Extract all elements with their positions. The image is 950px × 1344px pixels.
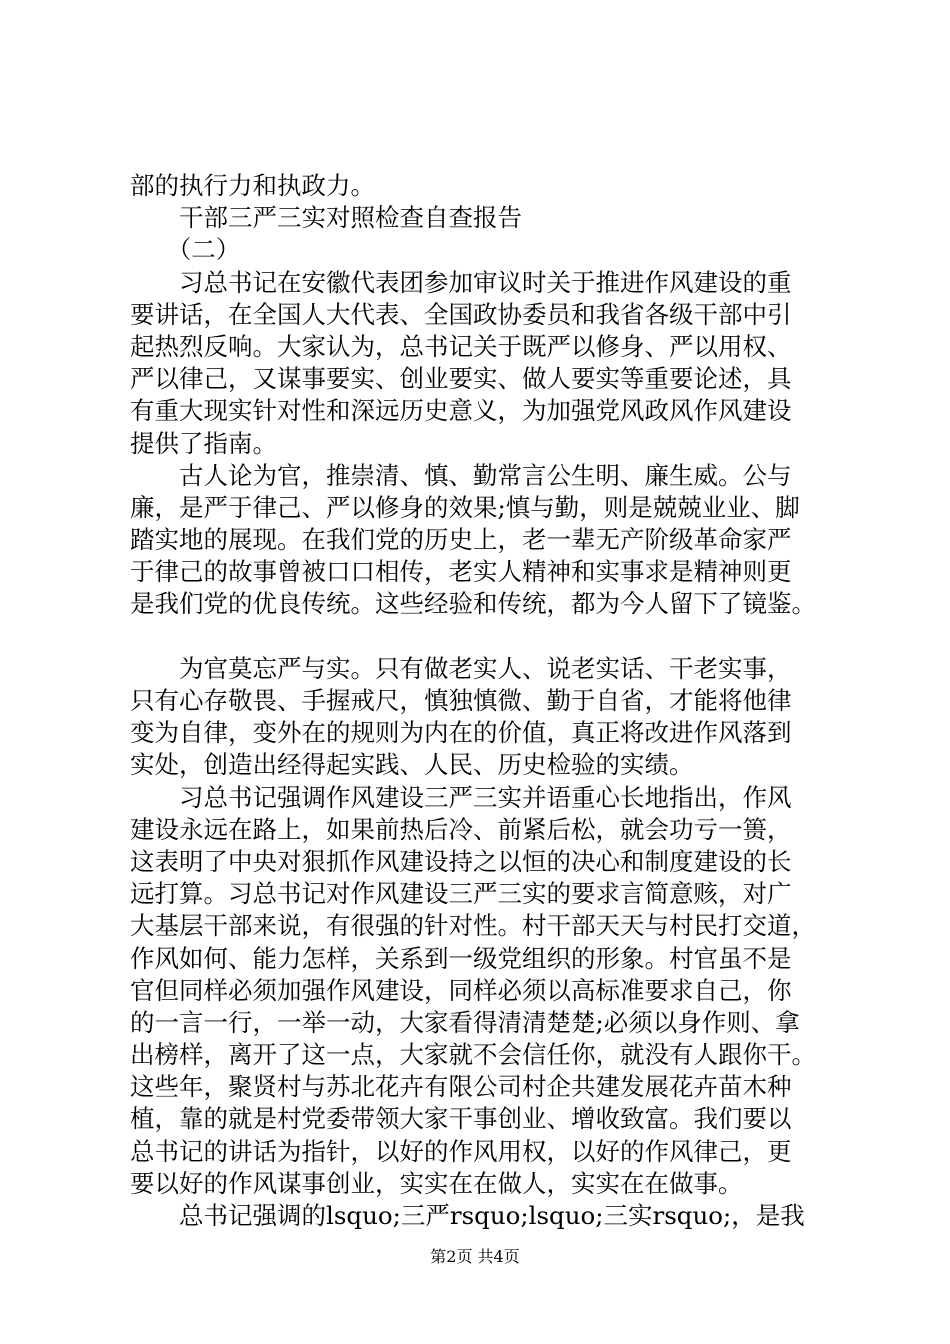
text-line: 变为自律，变外在的规则为内在的价值，真正将改进作风落到 xyxy=(130,718,792,748)
body-text xyxy=(130,170,850,1232)
text-line: 为官莫忘严与实。只有做老实人、说老实话、干老实事， xyxy=(130,653,792,683)
text-line: 干部三严三实对照检查自查报告 xyxy=(130,203,522,233)
text-line: 实处，创造出经得起实践、人民、历史检验的实绩。 xyxy=(130,750,694,780)
text-line: 大基层干部来说，有很强的针对性。村干部天天与村民打交道， xyxy=(130,911,816,941)
text-line: 起热烈反响。大家认为，总书记关于既严以修身、严以用权、 xyxy=(130,331,792,361)
text-line: 习总书记强调作风建设三严三实并语重心长地指出，作风 xyxy=(130,782,792,812)
text-line: 于律己的故事曾被口口相传，老实人精神和实事求是精神则更 xyxy=(130,557,792,587)
text-line: 是我们党的优良传统。这些经验和传统，都为今人留下了镜鉴。 xyxy=(130,589,816,619)
text-line: 有重大现实针对性和深远历史意义，为加强党风政风作风建设 xyxy=(130,396,792,426)
text-line: 古人论为官，推崇清、慎、勤常言公生明、廉生威。公与 xyxy=(130,460,792,490)
paragraph-gap xyxy=(130,621,850,653)
text-line: 总书记的讲话为指针，以好的作风用权，以好的作风律己，更 xyxy=(130,1136,792,1166)
text-line: 严以律己，又谋事要实、创业要实、做人要实等重要论述，具 xyxy=(130,364,792,394)
text-line: 总书记强调的lsquo;三严rsquo;lsquo;三实rsquo;，是我 xyxy=(130,1201,805,1230)
text-line: 廉，是严于律己、严以修身的效果;慎与勤，则是兢兢业业、脚 xyxy=(130,492,800,522)
text-line: 习总书记在安徽代表团参加审议时关于推进作风建设的重 xyxy=(130,267,792,297)
text-line: 提供了指南。 xyxy=(130,428,277,458)
text-line: 部的执行力和执政力。 xyxy=(130,171,375,200)
text-line: （二） xyxy=(130,235,241,265)
text-line: 这表明了中央对狠抓作风建设持之以恒的决心和制度建设的长 xyxy=(130,846,792,876)
text-line: 的一言一行，一举一动，大家看得清清楚楚;必须以身作则、拿 xyxy=(130,1007,800,1037)
text-line: 远打算。习总书记对作风建设三严三实的要求言简意赅，对广 xyxy=(130,879,792,909)
page-footer: 第2页 共4页 xyxy=(430,1247,520,1266)
text-line: 官但同样必须加强作风建设，同样必须以高标准要求自己，你 xyxy=(130,975,792,1005)
text-line: 要讲话，在全国人大代表、全国政协委员和我省各级干部中引 xyxy=(130,299,792,329)
text-line: 作风如何、能力怎样，关系到一级党组织的形象。村官虽不是 xyxy=(130,943,792,973)
text-line: 只有心存敬畏、手握戒尺，慎独慎微、勤于自省，才能将他律 xyxy=(130,686,792,715)
text-line: 踏实地的展现。在我们党的历史上，老一辈无产阶级革命家严 xyxy=(130,525,792,555)
text-line: 要以好的作风谋事创业，实实在在做人，实实在在做事。 xyxy=(130,1168,743,1198)
text-line: 出榜样，离开了这一点，大家就不会信任你，就没有人跟你干。 xyxy=(130,1040,816,1070)
text-line: 建设永远在路上，如果前热后冷、前紧后松，就会功亏一篑， xyxy=(130,814,792,844)
text-line: 这些年，聚贤村与苏北花卉有限公司村企共建发展花卉苗木种 xyxy=(130,1072,792,1102)
text-line: 植，靠的就是村党委带领大家干事创业、增收致富。我们要以 xyxy=(130,1104,792,1134)
